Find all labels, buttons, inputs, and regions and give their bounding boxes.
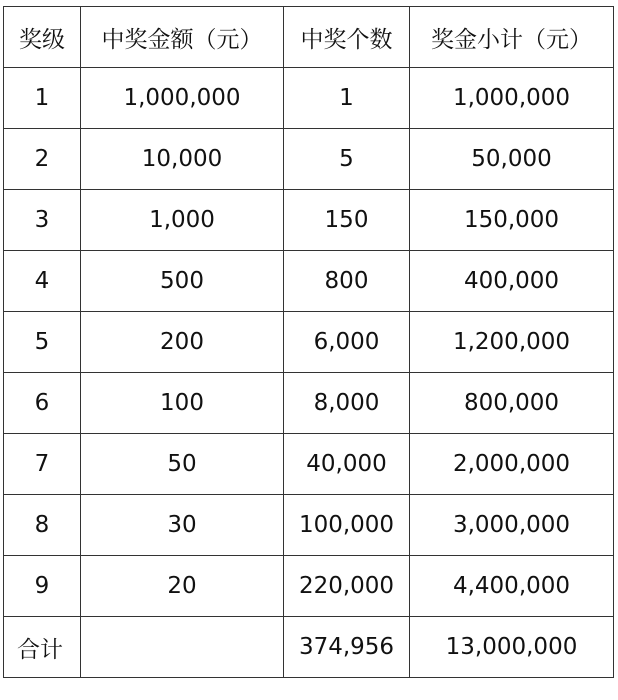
cell-level: 8	[4, 495, 81, 556]
cell-level: 3	[4, 190, 81, 251]
cell-level: 1	[4, 68, 81, 129]
cell-subtotal: 800,000	[410, 373, 614, 434]
cell-level: 4	[4, 251, 81, 312]
cell-amount: 1,000	[81, 190, 284, 251]
cell-subtotal: 4,400,000	[410, 556, 614, 617]
table-row	[4, 129, 614, 190]
total-subtotal: 13,000,000	[410, 617, 614, 678]
cell-amount: 20	[81, 556, 284, 617]
cell-amount: 500	[81, 251, 284, 312]
total-label: 合计	[4, 617, 81, 678]
cell-count: 100,000	[284, 495, 410, 556]
table-row	[4, 190, 614, 251]
cell-level: 6	[4, 373, 81, 434]
cell-amount: 100	[81, 373, 284, 434]
table-row	[4, 373, 614, 434]
table-row	[4, 434, 614, 495]
header-prize-amount: 中奖金额（元）	[81, 7, 284, 68]
header-winner-count: 中奖个数	[284, 7, 410, 68]
table-row	[4, 556, 614, 617]
cell-subtotal: 1,000,000	[410, 68, 614, 129]
cell-amount: 1,000,000	[81, 68, 284, 129]
table-header-row	[4, 7, 614, 68]
cell-subtotal: 150,000	[410, 190, 614, 251]
header-subtotal: 奖金小计（元）	[410, 7, 614, 68]
table-row	[4, 251, 614, 312]
cell-amount: 200	[81, 312, 284, 373]
cell-level: 9	[4, 556, 81, 617]
table-row	[4, 312, 614, 373]
cell-level: 5	[4, 312, 81, 373]
cell-count: 1	[284, 68, 410, 129]
cell-level: 7	[4, 434, 81, 495]
cell-count: 150	[284, 190, 410, 251]
cell-count: 8,000	[284, 373, 410, 434]
cell-count: 220,000	[284, 556, 410, 617]
cell-subtotal: 3,000,000	[410, 495, 614, 556]
table-row	[4, 495, 614, 556]
cell-subtotal: 1,200,000	[410, 312, 614, 373]
prize-table	[3, 6, 614, 678]
cell-count: 5	[284, 129, 410, 190]
total-amount	[81, 617, 284, 678]
cell-count: 800	[284, 251, 410, 312]
cell-amount: 10,000	[81, 129, 284, 190]
total-row	[4, 617, 614, 678]
cell-count: 40,000	[284, 434, 410, 495]
cell-amount: 30	[81, 495, 284, 556]
cell-amount: 50	[81, 434, 284, 495]
cell-subtotal: 2,000,000	[410, 434, 614, 495]
total-count: 374,956	[284, 617, 410, 678]
header-prize-level: 奖级	[4, 7, 81, 68]
cell-subtotal: 400,000	[410, 251, 614, 312]
cell-count: 6,000	[284, 312, 410, 373]
table-row	[4, 68, 614, 129]
cell-subtotal: 50,000	[410, 129, 614, 190]
cell-level: 2	[4, 129, 81, 190]
